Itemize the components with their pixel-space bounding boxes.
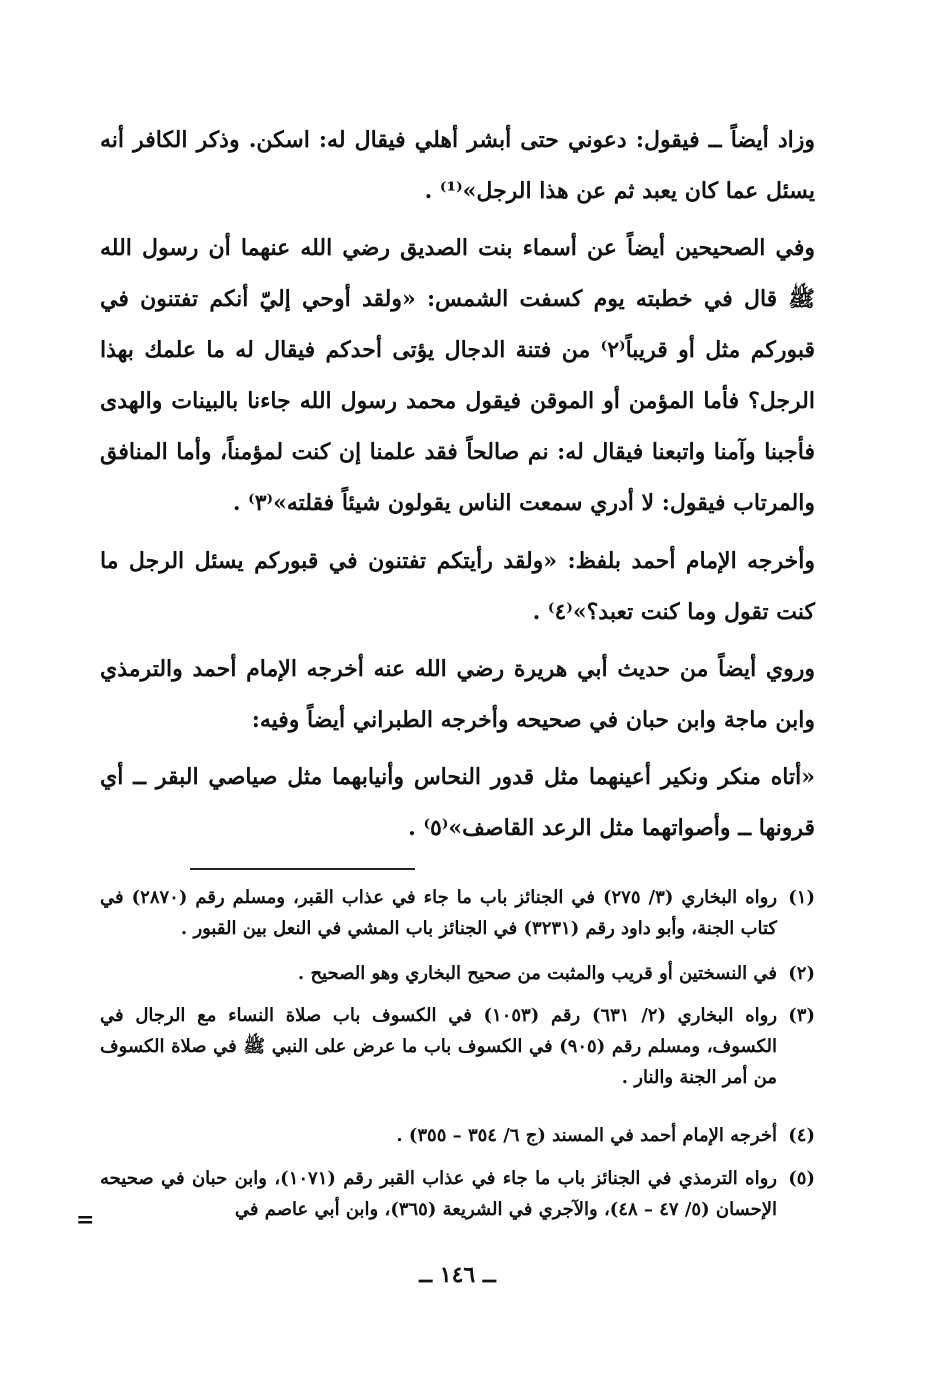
footnote-number: (٤) [788,1125,815,1146]
footnote-separator [190,868,415,870]
footnote-number: (٣) [788,1005,815,1026]
page-number: ــ ١٤٦ ــ [419,1262,496,1288]
body-paragraph: وروي أيضاً من حديث أبي هريرة رضي الله عنه أخرجه الإمام أحمد والترمذي وابن ماجة وابن حبان في صحيحه وأخرجه الطبراني أيضاً وفيه: [100,656,815,733]
footnote-text: في النسختين أو قريب والمثبت من صحيح البخاري وهو الصحيح . [297,963,777,984]
footnote [100,1120,815,1151]
footnote [100,1163,815,1225]
body-paragraph: وأخرجه الإمام أحمد بلفظ: «ولقد رأيتكم تفتنون في قبوركم يسئل الرجل ما كنت تقول وما كنت تعبد؟»⁽٤⁾ . [100,548,815,625]
footnote [100,958,815,989]
footnote-text: رواه البخاري (٣/ ٢٧٥) في الجنائز باب ما جاء في عذاب القبر، ومسلم رقم (٢٨٧٠) في كتاب الجنة، وأبو داود رقم (٣٢٣١) في الجنائز باب المشي في النعل بين القبور . [100,887,778,939]
book-page [76,0,816,1377]
continuation-mark: = [76,1207,95,1233]
footnote-text: أخرجه الإمام أحمد في المسند (ج ٦/ ٣٥٤ – ٣٥٥) . [396,1125,777,1146]
footnote [100,1000,815,1093]
body-paragraph: «أتاه منكر ونكير أعينهما مثل قدور النحاس وأنيابهما مثل صياصي البقر ــ أي قرونها ــ وأصواتهما مثل الرعد القاصف»⁽٥⁾ . [100,764,815,841]
footnote-number: (٢) [788,963,815,984]
footnote-number: (١) [788,887,815,908]
body-paragraph: وفي الصحيحين أيضاً عن أسماء بنت الصديق رضي الله عنهما أن رسول الله ﷺ قال في خطبته يوم كسفت الشمس: «ولقد أوحي إليّ أنكم تفتنون في قبوركم مثل أو قريباً⁽٢⁾ من فتنة الدجال يؤتى أحدكم فيقال له ما علمك بهذا الرجل؟ فأما المؤمن أو الموقن فيقول محمد رسول الله جاءنا بالبينات والهدى فأجبنا وآمنا واتبعنا فيقال له: نم صالحاً فقد علمنا إن كنت لمؤمناً، وأما المنافق والمرتاب فيقول: لا أدري سمعت الناس يقولون شيئاً فقلته»⁽٣⁾ . [100,235,816,516]
body-paragraph: وزاد أيضاً ــ فيقول: دعوني حتى أبشر أهلي فيقال له: اسكن. وذكر الكافر أنه يسئل عما كان يعبد ثم عن هذا الرجل»⁽¹⁾ . [100,127,815,204]
footnote-number: (٥) [788,1168,815,1189]
footnote-text: رواه البخاري (٢/ ٦٣١) رقم (١٠٥٣) في الكسوف باب صلاة النساء مع الرجال في الكسوف، ومسلم رقم (٩٠٥) في الكسوف باب ما عرض على النبي ﷺ في صلاة الكسوف من أمر الجنة والنار . [100,1005,778,1088]
footnote [100,882,815,944]
footnote-text: رواه الترمذي في الجنائز باب ما جاء في عذاب القبر رقم (١٠٧١)، وابن حبان في صحيحه الإحسان (٥/ ٤٧ – ٤٨)، والآجري في الشريعة (٣٦٥)، وابن أبي عاصم في [100,1168,777,1220]
